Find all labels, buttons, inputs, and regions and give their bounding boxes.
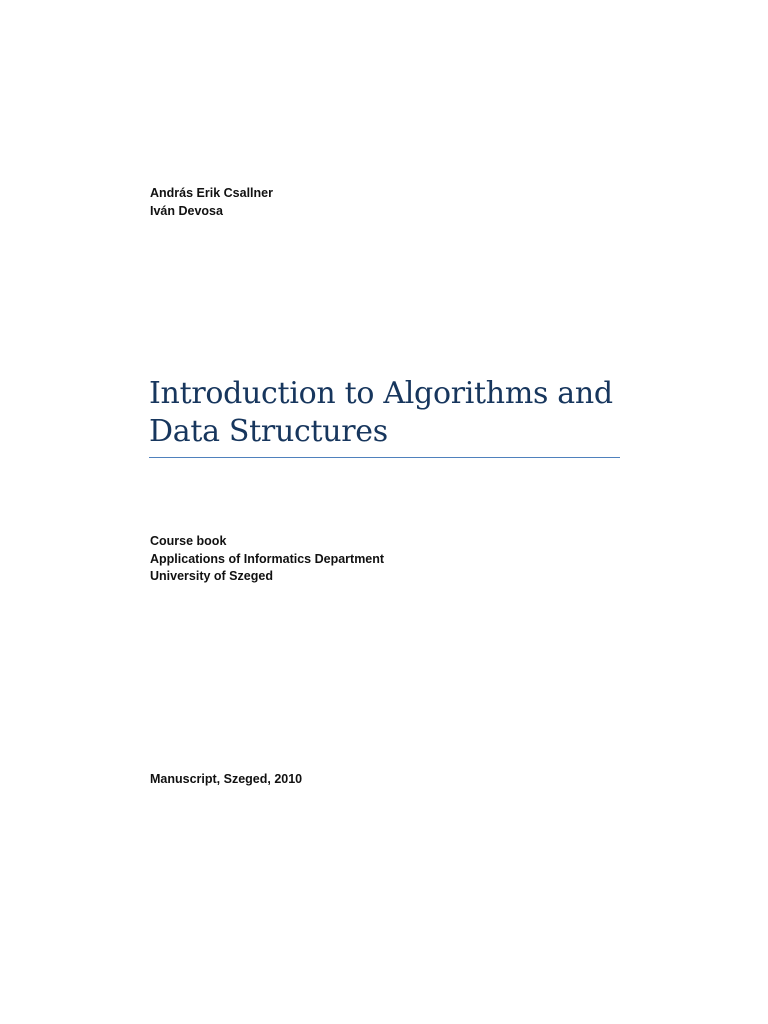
university-name: University of Szeged: [150, 569, 273, 583]
title-line: Data Structures: [149, 414, 388, 449]
course-type: Course book: [150, 534, 227, 548]
title-underline-rule: [149, 457, 620, 458]
imprint-text: Manuscript, Szeged, 2010: [150, 772, 303, 786]
course-info-block: [150, 533, 384, 586]
authors-block: [150, 185, 273, 220]
document-title: [149, 375, 619, 451]
title-line: Introduction to Algorithms and: [149, 376, 613, 411]
imprint-line: [150, 771, 302, 789]
department-name: Applications of Informatics Department: [150, 551, 385, 566]
author-name: András Erik Csallner: [150, 186, 273, 200]
author-name: Iván Devosa: [150, 203, 223, 218]
